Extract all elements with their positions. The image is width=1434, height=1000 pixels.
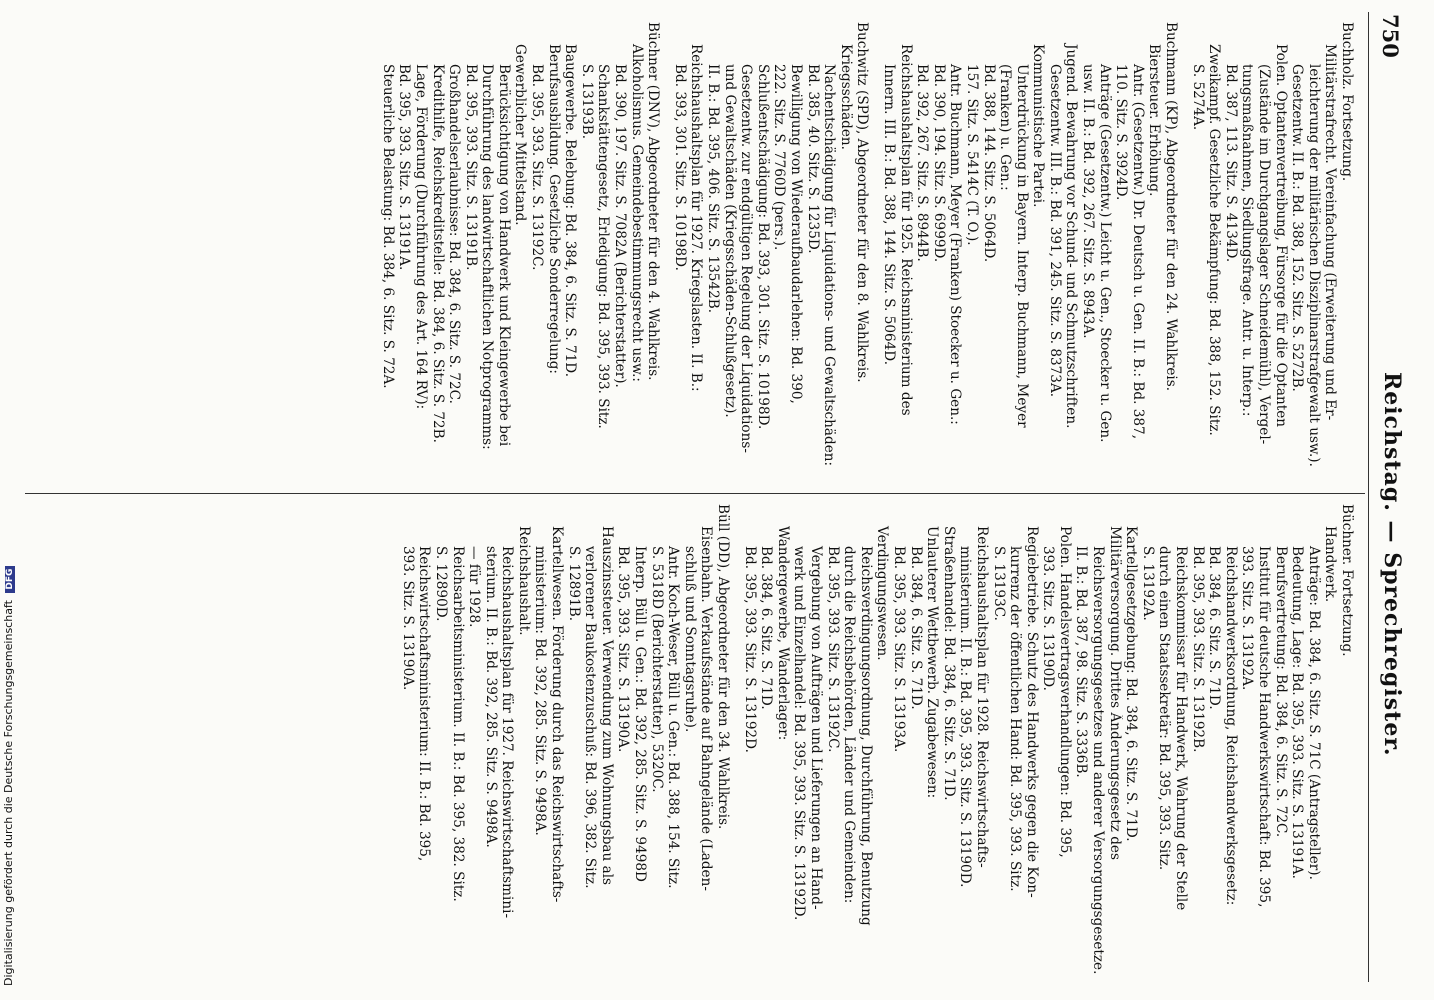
entry-line: Berufsausbildung. Gesetzliche Sonderregelung: — [545, 44, 562, 374]
entry-line: — für 1928. — [466, 546, 483, 628]
entry-line: Gewerblicher Mittelstand. — [512, 44, 529, 226]
entry-line: Unlauterer Wettbewerb. Zugabewesen: — [924, 526, 941, 799]
entry-line: schluß und Sonntagsruhe). — [681, 546, 698, 733]
entry-line: Gesetzentw. zur endgültigen Regelung der Liquidations- — [738, 64, 755, 453]
entry-line: Reichshaushaltsplan für 1928. Reichswirtschafts- — [973, 526, 990, 868]
entry-line: Wandergewerbe, Wanderlager: — [774, 526, 791, 741]
entry-line: Bd. 395, 393. Sitz. S. 13193A. — [890, 546, 907, 753]
entry-line: sterium. II. B.: Bd. 392, 285. Sitz. S. 9498A. — [482, 546, 499, 848]
entry-line: leichterung der militärischen Disziplinarstrafgewalt usw.). — [1305, 64, 1322, 467]
entry-line: Eisenbahn. Verkaufsstände auf Bahngelände (Laden- — [698, 526, 715, 891]
entry-line: kurrenz der öffentlichen Hand: Bd. 395, 393. Sitz. — [1007, 546, 1024, 892]
entry-line: Reichsversorgungsgesetzes und anderer Versorgungsgesetze. — [1090, 546, 1107, 974]
entry-line: Antr. (Gesetzentw.) Dr. Deutsch u. Gen. II. B.: Bd. 387, — [1129, 64, 1146, 440]
entry-line: Bd. 395, 393. Sitz. S. 13190A. — [615, 546, 632, 753]
entry-line: Reichsarbeitsministerium. II. B.: Bd. 395, 382. Sitz. — [449, 546, 466, 902]
entry-line: Interp. Büll u. Gen.: Bd. 392, 285. Sitz. S. 9498D — [632, 546, 649, 882]
entry-line: 393. Sitz. S. 13190D. — [1040, 546, 1057, 691]
entry-line: Anträge (Gesetzentw.) Leicht u. Gen., Stoecker u. Gen. — [1096, 64, 1113, 443]
entry-line: durch die Reichsbehörden, Länder und Gemeinden: — [841, 546, 858, 904]
entry-heading: Büll (DD), Abgeordneter für den 34. Wahlkreis. — [715, 504, 732, 830]
entry-line: Unterdrückung in Bayern. Interp. Buchmann, Meyer — [1013, 64, 1030, 428]
entry-line: Bd. 395, 393. Sitz. S. 13192C. — [529, 64, 546, 271]
entry-line: Reichshaushaltsplan für 1927. Kriegslasten. II. B.: — [688, 44, 705, 392]
entry-line: Bedeutung, Lage: Bd. 395, 393. Sitz. S. 13191A. — [1289, 546, 1306, 879]
entry-line: 222. Sitz. S. 7760D (pers.). — [771, 64, 788, 251]
entry-line: ministerium. II. B.: Bd. 395, 393. Sitz. S. 13190D. — [957, 546, 974, 888]
entry-line: Vergebung von Aufträgen und Lieferungen an Hand- — [808, 546, 824, 910]
entry-line: Regiebetriebe. Schutz des Handwerks gegen die Kon- — [1023, 526, 1040, 898]
running-title: Reichstag. — Sprechregister. — [1379, 372, 1405, 757]
page-header — [1371, 12, 1405, 982]
entry-line: Steuerliche Belastung: Bd. 384, 6. Sitz. S. 72A. — [379, 64, 396, 389]
entry-line: Institut für deutsche Handwerkswirtschaft: Bd. 395, — [1256, 546, 1273, 908]
entry-line: Reichsverdingungsordnung, Durchführung, Benutzung — [857, 546, 874, 926]
entry-line: Hauszinssteuer. Verwendung zum Wohnungsbau als — [598, 526, 615, 886]
entry-heading: Buchwitz (SPD), Abgeordneter für den 8. Wahlkreis. — [854, 22, 871, 383]
entry-line: Polen. Optantenvertreibung, Fürsorge für die Optanten — [1272, 44, 1289, 427]
entry-line: Gesetzentw. II. B.: Bd. 388, 152. Sitz. S. 5272B. — [1289, 64, 1306, 392]
entry-line: S. 5318D (Berichterstatter), 5320C. — [648, 546, 665, 793]
entry-line: S. 13192A. — [1139, 546, 1156, 621]
entry-line: Bd. 387, 113. Sitz. S. 4134D. — [1222, 64, 1239, 263]
entry-line: Berufsvertretung: Bd. 384, 6. Sitz. S. 72C. — [1272, 546, 1289, 838]
entry-line: Durchführung des landwirtschaftlichen Notprogramms: — [479, 64, 496, 450]
entry-line: und Gewaltschäden (Kriegsschäden-Schlußgesetz). — [721, 64, 738, 418]
entry-line: (Franken) u. Gen.: — [997, 64, 1014, 191]
entry-line: 157. Sitz. S. 5414C (T. O.). — [963, 64, 980, 246]
page-number: 750 — [1378, 14, 1403, 58]
entry-line: Schankstättengesetz, Erledigung: Bd. 395, 393. Sitz. — [595, 64, 612, 429]
entry-line: 393. Sitz. S. 13190A. — [399, 546, 416, 691]
entry-line: Reichshaushaltsplan für 1925. Reichsministerium des — [897, 44, 914, 416]
entry-line: Bd. 395, 393. Sitz. S. 13192C. — [824, 546, 841, 753]
entry-line: S. 13193C. — [990, 546, 1007, 621]
footer-credit — [2, 0, 16, 986]
entry-line: Bd. 393, 301. Sitz. S. 10198D. — [671, 64, 688, 271]
entry-line: Berücksichtigung von Handwerk und Kleingewerbe bei — [495, 64, 512, 447]
entry-line: Jugend. Bewahrung vor Schund- und Schmutzschriften. — [1063, 44, 1080, 429]
entry-line: S. 5274A. — [1189, 64, 1206, 131]
entry-line: Reichshandwerksordnung, Reichshandwerksgesetz: — [1222, 546, 1239, 906]
entry-line: II. B.: Bd. 395, 406. Sitz. S. 13542B. — [705, 64, 722, 314]
entry-line: Antr. Koch-Weser, Büll u. Gen.: Bd. 388, 154. Sitz. — [665, 546, 682, 889]
header-rule — [1368, 12, 1369, 982]
entry-line: Bd. 395, 393. Sitz. S. 13191A. — [396, 64, 413, 271]
entry-line: werk und Einzelhandel: Bd. 395, 393. Sitz. S. 13192D. — [791, 546, 808, 921]
entry-line: (Zustände im Durchgangslager Schneidemühl), Vergel- — [1256, 64, 1273, 445]
entry-line: Gesetzentw. III. B.: Bd. 391, 245. Sitz. S. 8373A. — [1046, 64, 1063, 398]
entry-line: Lage, Förderung (Durchführung des Art. 164 RV): — [412, 64, 429, 410]
entry-line: Handwerk. — [1322, 526, 1339, 603]
entry-line: Reichswirtschaftsministerium: II. B.: Bd. 395, — [416, 546, 433, 862]
entry-line: Baugewerbe. Belebung: Bd. 384, 6. Sitz. S. 71D. — [562, 44, 579, 378]
entry-line: S. 13193B. — [578, 64, 595, 140]
entry-line: Reichshaushalt. — [515, 526, 532, 636]
left-column — [25, 22, 1365, 492]
entry-line: Bd. 395, 393. Sitz. S. 13192B. — [1189, 546, 1206, 753]
entry-line: 110. Sitz. S. 3924D. — [1113, 64, 1130, 201]
entry-line: durch einen Staatssekretär: Bd. 395, 393. Sitz. — [1156, 546, 1173, 871]
entry-line: Bd. 385, 40. Sitz. S. 1235D. — [804, 64, 821, 254]
entry-line: Bd. 390, 197. Sitz. S. 7082A (Berichterstatter). — [612, 64, 629, 388]
entry-line: Zweikampf. Gesetzliche Bekämpfung: Bd. 388, 152. Sitz. — [1206, 44, 1223, 436]
entry-line: Alkoholismus. Gemeindebestimmungsrecht usw.: — [628, 44, 645, 382]
entry-line: Bd. 388, 144. Sitz. S. 5064D. — [980, 64, 997, 263]
entry-line: II. B.: Bd. 387, 98. Sitz. S. 3336B. — [1073, 546, 1090, 778]
entry-line: Straßenhandel: Bd. 384, 6. Sitz. S. 71D. — [940, 526, 957, 801]
entry-line: Verdingungswesen. — [874, 526, 891, 661]
entry-line: ministerium: Bd. 392, 285. Sitz. S. 9498A. — [532, 546, 549, 836]
entry-line: Kommunistische Partei. — [1030, 44, 1047, 208]
entry-line: Militärstrafrecht. Vereinfachung (Erweiterung und Er- — [1322, 44, 1339, 421]
rotated-register-page — [10, 12, 1405, 982]
entry-line: Militärversorgung. Drittes Änderungsgesetz des — [1106, 526, 1123, 860]
entry-line: verlorener Baukostenzuschuß: Bd. 396, 382. Sitz. — [582, 546, 599, 889]
entry-line: Anträge: Bd. 384, 6. Sitz. S. 71C (Antragsteller). — [1305, 546, 1322, 880]
entry-line: usw. II. B.: Bd. 392, 267. Sitz. S. 8943A. — [1080, 64, 1097, 339]
entry-line: Bd. 384, 6. Sitz. S. 71D. — [907, 546, 924, 710]
entry-heading: Büchner (DNV), Abgeordneter für den 4. Wahlkreis. — [645, 22, 662, 381]
entry-heading: Buchmann (KP), Abgeordneter für den 24. Wahlkreis. — [1163, 22, 1180, 392]
entry-line: S. 12890D. — [432, 546, 449, 622]
entry-heading: Büchner. Fortsetzung. — [1339, 504, 1355, 657]
entry-line: S. 12891B. — [565, 546, 582, 622]
entry-line: Reichshaushaltsplan für 1927. Reichswirtschaftsmini- — [499, 546, 516, 919]
entry-line: Kartellgesetzgebung: Bd. 384, 6. Sitz. S. 71D. — [1123, 526, 1140, 842]
entry-line: tungsmaßnahmen, Siedlungsfrage. Antr. u. Interp.: — [1239, 64, 1256, 417]
entry-line: Bewilligung von Wiederaufbaudarlehen: Bd. 390, — [788, 64, 804, 404]
entry-line: Reichskommissar für Handwerk, Wahrung der Stelle — [1173, 546, 1190, 911]
entry-line: Bd. 395, 393. Sitz. S. 13191B. — [462, 64, 479, 271]
entry-line: Polen. Handelsvertragsverhandlungen: Bd. 395, — [1056, 526, 1073, 858]
entry-line: Bd. 392, 267. Sitz. S. 8944B. — [914, 64, 931, 262]
entry-line: 393. Sitz. S. 13192A. — [1239, 546, 1256, 691]
footer-text: Digitalisierung gefördert durch die Deutsche Forschungsgemeinschaft — [2, 600, 15, 986]
entry-line: Bd. 384, 6. Sitz. S. 71D. — [758, 546, 775, 710]
entry-heading: Buchholz. Fortsetzung. — [1339, 22, 1355, 182]
entry-line: Bd. 390, 194. Sitz. S. 6999D. — [930, 64, 947, 263]
entry-line: Biersteuer. Erhöhung. — [1146, 44, 1163, 197]
right-column — [25, 504, 1365, 974]
entry-line: Bd. 395, 393. Sitz. S. 13192D. — [741, 546, 758, 753]
entry-line: Kartellwesen. Förderung durch das Reichswirtschafts- — [549, 526, 566, 903]
entry-line: Schlußentschädigung: Bd. 393, 301. Sitz. S. 10198D. — [754, 64, 771, 430]
entry-line: Kriegsschäden. — [837, 44, 854, 150]
entry-line: Bd. 384, 6. Sitz. S. 71D. — [1206, 546, 1223, 710]
column-divider — [25, 493, 1365, 494]
entry-line: Innern. III. B.: Bd. 388, 144. Sitz. S. 5064D. — [880, 64, 897, 366]
entry-line: Antr. Buchmann, Meyer (Franken) Stoecker u. Gen.: — [947, 64, 964, 425]
dfg-logo: DFG — [5, 566, 15, 593]
entry-line: Nachentschädigung für Liquidations- und Gewaltschäden: — [821, 64, 838, 467]
entry-line: Großhandelserlaubnisse: Bd. 384, 6. Sitz. S. 72C. — [446, 64, 463, 404]
entry-line: Kredithilfe, Reichskreditstelle: Bd. 384, 6. Sitz. S. 72B. — [429, 64, 446, 443]
